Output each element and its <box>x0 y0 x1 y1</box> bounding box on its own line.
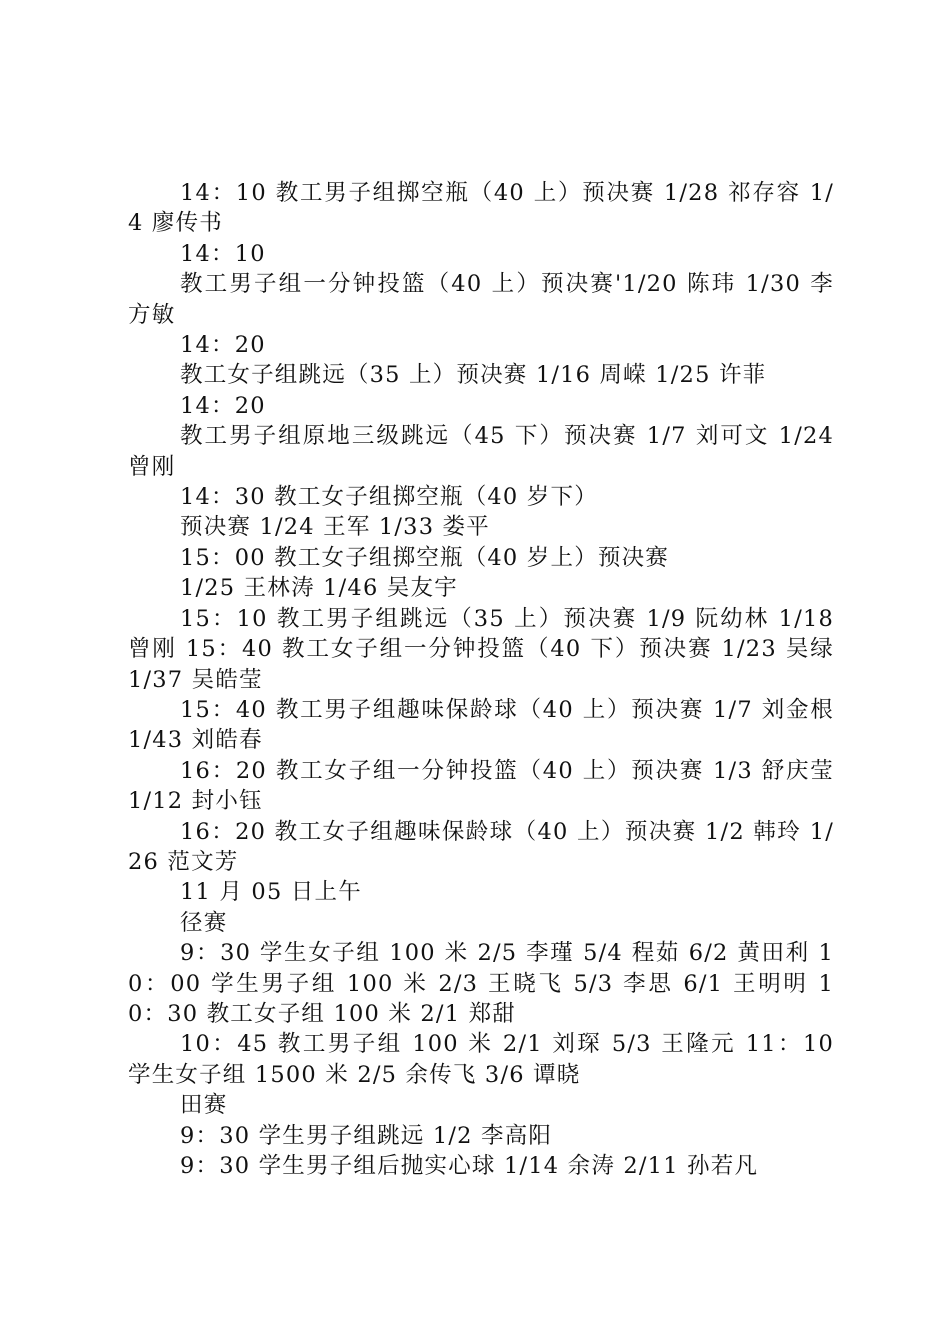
paragraph: 9：30 学生男子组后抛实心球 1/14 余涛 2/11 孙若凡 <box>180 1153 759 1179</box>
section-date: 11 月 05 日上午 <box>180 879 362 906</box>
paragraph: 15：00 教工女子组掷空瓶（40 岁上）预决赛 <box>180 544 669 571</box>
paragraph: 14：20 <box>180 392 266 419</box>
paragraph: 9：30 学生女子组 100 米 2/5 李瑾 5/4 程茹 6/2 黄田利 10：00 学生男子组 100 米 2/3 王晓飞 5/3 李思 6/1 王明明 10：30 教工女子组 100 米 2/1 郑甜 <box>128 940 834 1027</box>
section-heading-field: 田赛 <box>180 1092 228 1119</box>
paragraph: 16：20 教工女子组趣味保龄球（40 上）预决赛 1/2 韩玲 1/26 范文芳 <box>128 818 834 875</box>
paragraph: 14：10 <box>180 240 266 267</box>
paragraph: 教工女子组跳远（35 上）预决赛 1/16 周嵘 1/25 许菲 <box>180 362 767 389</box>
paragraph: 16：20 教工女子组一分钟投篮（40 上）预决赛 1/3 舒庆莹 1/12 封小钰 <box>128 757 834 815</box>
paragraph: 15：40 教工男子组趣味保龄球（40 上）预决赛 1/7 刘金根 1/43 刘皓春 <box>128 696 834 754</box>
paragraph: 教工男子组原地三级跳远（45 下）预决赛 1/7 刘可文 1/24 曾刚 <box>128 423 834 480</box>
paragraph: 1/25 王林涛 1/46 吴友宇 <box>180 575 458 602</box>
paragraph: 14：10 教工男子组掷空瓶（40 上）预决赛 1/28 祁存容 1/4 廖传书 <box>128 180 834 237</box>
paragraph: 14：30 教工女子组掷空瓶（40 岁下） <box>180 484 598 511</box>
paragraph: 10：45 教工男子组 100 米 2/1 刘琛 5/3 王隆元 11：10 学生女子组 1500 米 2/5 余传飞 3/6 谭晓 <box>128 1031 834 1088</box>
paragraph: 14：20 <box>180 332 266 359</box>
paragraph: 教工男子组一分钟投篮（40 上）预决赛'1/20 陈玮 1/30 李方敏 <box>128 271 834 328</box>
paragraph: 预决赛 1/24 王军 1/33 娄平 <box>180 514 490 541</box>
paragraph: 9：30 学生男子组跳远 1/2 李高阳 <box>180 1122 553 1149</box>
paragraph: 15：10 教工男子组跳远（35 上）预决赛 1/9 阮幼林 1/18 曾刚 15：40 教工女子组一分钟投篮（40 下）预决赛 1/23 吴绿 1/37 吴皓莹 <box>128 605 834 693</box>
section-heading-track: 径赛 <box>180 909 228 936</box>
document-body <box>128 178 834 1181</box>
